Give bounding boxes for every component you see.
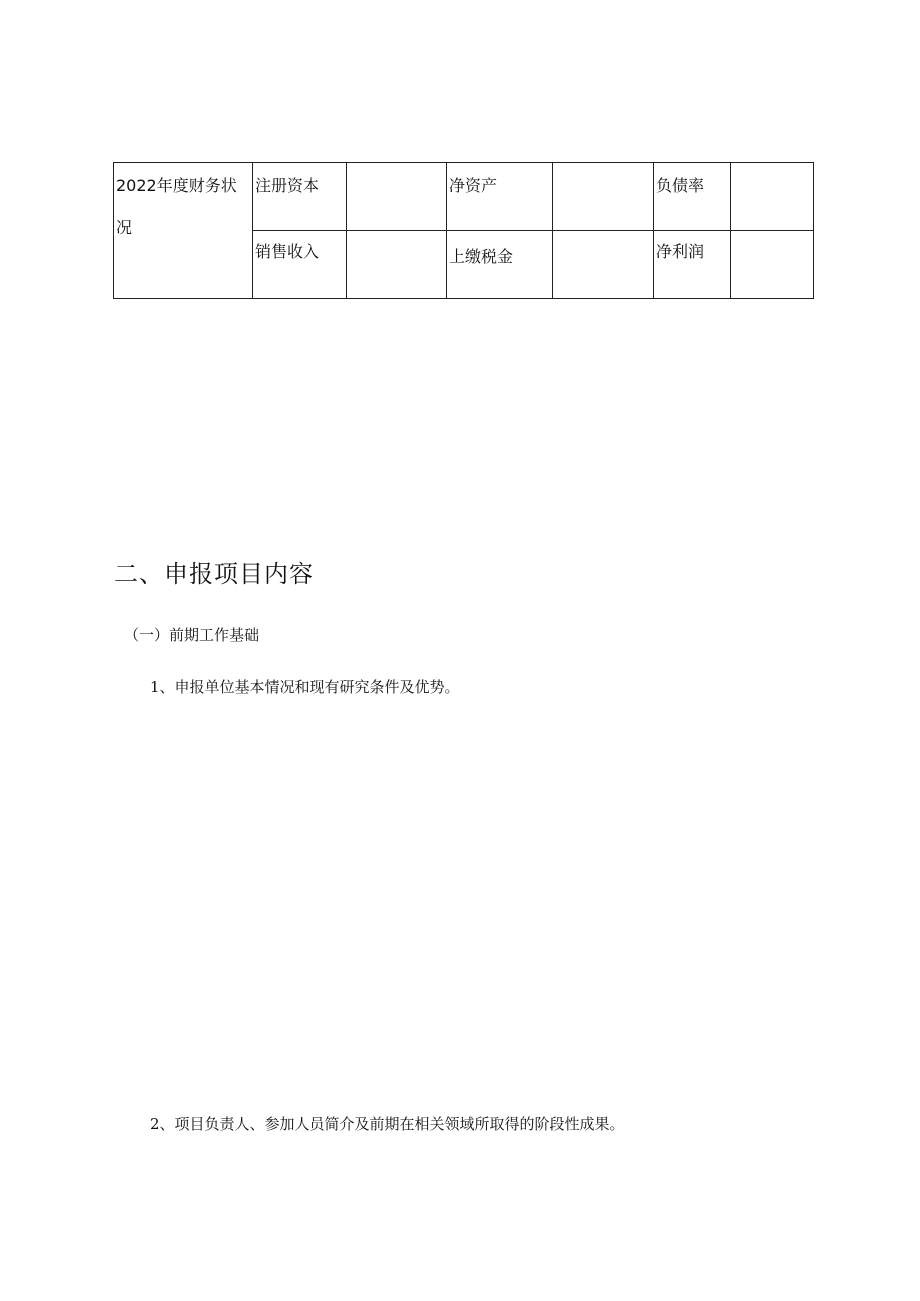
- net-assets-label: 净资产: [449, 176, 498, 195]
- registered-capital-value: [347, 163, 446, 176]
- taxes-paid-label-cell: [447, 231, 553, 299]
- net-assets-value: [553, 163, 653, 176]
- debt-ratio-value: [731, 163, 813, 176]
- taxes-paid-value-cell[interactable]: [553, 231, 654, 299]
- registered-capital-label-cell: [253, 163, 347, 231]
- debt-ratio-value-cell[interactable]: [731, 163, 814, 231]
- net-profit-value-cell[interactable]: [731, 231, 814, 299]
- net-profit-label: 净利润: [656, 242, 705, 261]
- list-item: 2、项目负责人、参加人员简介及前期在相关领域所取得的阶段性成果。: [150, 1115, 625, 1133]
- sales-revenue-label: 销售收入: [255, 242, 320, 261]
- net-assets-label-cell: [447, 163, 553, 231]
- registered-capital-value-cell[interactable]: [347, 163, 447, 231]
- section-title: 二、申报项目内容: [114, 560, 314, 588]
- financial-status-heading-cell: [114, 163, 253, 299]
- financial-status-table: [113, 162, 814, 299]
- net-assets-value-cell[interactable]: [553, 163, 654, 231]
- debt-ratio-label: 负债率: [656, 176, 705, 195]
- debt-ratio-label-cell: [654, 163, 731, 231]
- list-item: 1、申报单位基本情况和现有研究条件及优势。: [150, 678, 460, 696]
- taxes-paid-value: [553, 231, 653, 242]
- net-profit-value: [731, 231, 813, 242]
- sales-revenue-value-cell[interactable]: [347, 231, 447, 299]
- net-profit-label-cell: [654, 231, 731, 299]
- taxes-paid-label: 上缴税金: [449, 247, 514, 266]
- table-row: [114, 163, 814, 231]
- financial-status-heading: 2022年度财务状况: [116, 176, 237, 237]
- sales-revenue-label-cell: [253, 231, 347, 299]
- registered-capital-label: 注册资本: [255, 176, 320, 195]
- subsection-title: （一）前期工作基础: [124, 626, 260, 644]
- sales-revenue-value: [347, 231, 446, 242]
